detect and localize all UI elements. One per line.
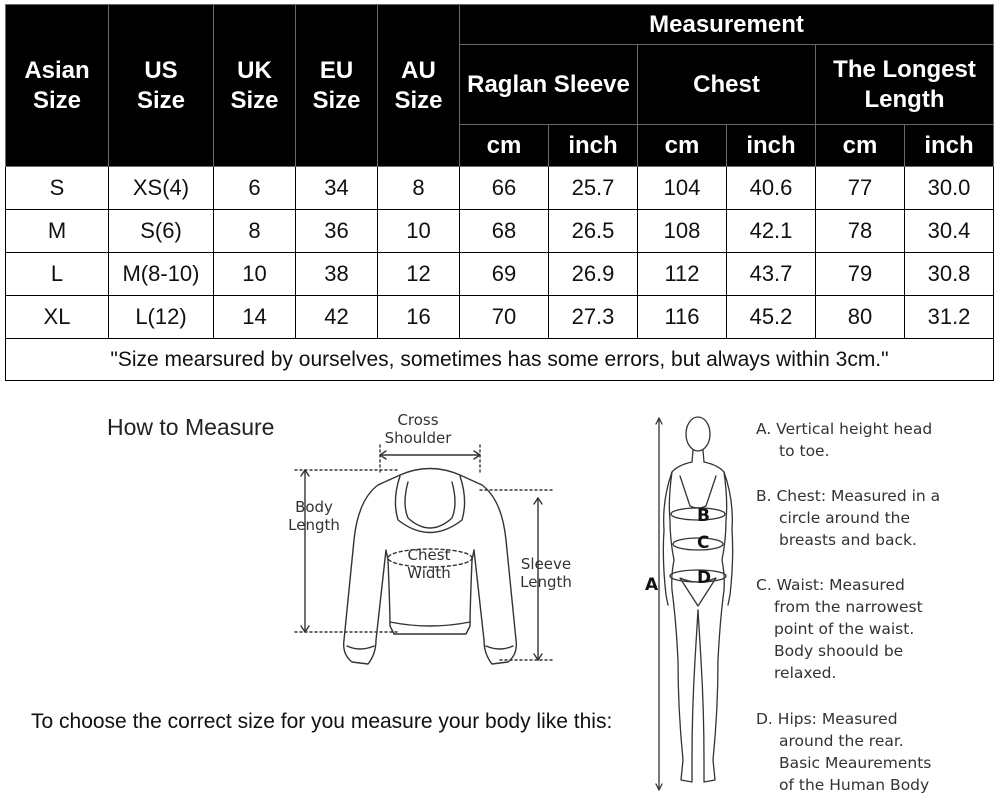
table-cell: 8 — [378, 167, 460, 210]
header-asian-size: Asian Size — [6, 5, 109, 167]
unit-inch: inch — [727, 125, 816, 167]
table-cell: 36 — [296, 210, 378, 253]
body-marker-a: A — [645, 575, 659, 595]
size-note: "Size mearsured by ourselves, sometimes has some errors, but always within 3cm." — [6, 339, 994, 381]
table-cell: M(8-10) — [109, 253, 214, 296]
body-marker-b: B — [697, 506, 710, 526]
header-uk-size: UK Size — [214, 5, 296, 167]
table-cell: XS(4) — [109, 167, 214, 210]
body-length-label: Body Length — [288, 498, 340, 534]
legend-height: A. Vertical height head to toe. — [756, 420, 933, 460]
unit-cm: cm — [638, 125, 727, 167]
choose-size-instruction: To choose the correct size for you measure your body like this: — [31, 710, 613, 733]
legend-chest: B. Chest: Measured in a circle around the breasts and back. — [756, 487, 941, 549]
table-cell: 14 — [214, 296, 296, 339]
table-cell: 112 — [638, 253, 727, 296]
table-cell: 26.9 — [549, 253, 638, 296]
table-cell: 77 — [816, 167, 905, 210]
table-cell: 40.6 — [727, 167, 816, 210]
table-cell: L — [6, 253, 109, 296]
table-cell: 78 — [816, 210, 905, 253]
table-cell: 8 — [214, 210, 296, 253]
table-row — [6, 167, 994, 210]
table-cell: 79 — [816, 253, 905, 296]
table-cell: 16 — [378, 296, 460, 339]
table-cell: 30.0 — [905, 167, 994, 210]
table-cell: 42.1 — [727, 210, 816, 253]
unit-inch: inch — [549, 125, 638, 167]
sleeve-length-label: Sleeve Length — [520, 555, 572, 591]
header-us-size: US Size — [109, 5, 214, 167]
header-eu-size: EU Size — [296, 5, 378, 167]
header-au-size: AU Size — [378, 5, 460, 167]
table-cell: 31.2 — [905, 296, 994, 339]
table-cell: 38 — [296, 253, 378, 296]
table-cell: 108 — [638, 210, 727, 253]
chest-width-label: Chest Width — [407, 546, 451, 582]
table-row — [6, 296, 994, 339]
table-cell: 116 — [638, 296, 727, 339]
table-row — [6, 210, 994, 253]
human-body-diagram — [648, 410, 748, 800]
cross-shoulder-label: Cross Shoulder — [384, 411, 452, 447]
header-raglan-sleeve: Raglan Sleeve — [460, 45, 638, 125]
table-cell: 66 — [460, 167, 549, 210]
table-cell: 10 — [378, 210, 460, 253]
table-cell: S — [6, 167, 109, 210]
table-cell: 68 — [460, 210, 549, 253]
size-chart-table — [5, 4, 994, 381]
table-cell: 10 — [214, 253, 296, 296]
body-marker-d: D — [697, 568, 712, 588]
table-cell: 6 — [214, 167, 296, 210]
table-cell: S(6) — [109, 210, 214, 253]
header-measurement: Measurement — [460, 5, 994, 45]
table-cell: 30.8 — [905, 253, 994, 296]
unit-cm: cm — [816, 125, 905, 167]
table-cell: 27.3 — [549, 296, 638, 339]
legend-hips: D. Hips: Measured around the rear. Basic Meaurements of the Human Body — [756, 710, 932, 794]
unit-cm: cm — [460, 125, 549, 167]
table-cell: 69 — [460, 253, 549, 296]
table-cell: 45.2 — [727, 296, 816, 339]
table-cell: 70 — [460, 296, 549, 339]
table-cell: XL — [6, 296, 109, 339]
header-longest-length: The Longest Length — [816, 45, 994, 125]
table-cell: 26.5 — [549, 210, 638, 253]
table-cell: 30.4 — [905, 210, 994, 253]
table-cell: 80 — [816, 296, 905, 339]
table-cell: 12 — [378, 253, 460, 296]
unit-inch: inch — [905, 125, 994, 167]
legend-waist: C. Waist: Measured from the narrowest point of the waist. Body shoould be relaxed. — [756, 576, 923, 682]
table-row — [6, 253, 994, 296]
table-cell: 25.7 — [549, 167, 638, 210]
table-cell: 42 — [296, 296, 378, 339]
table-cell: L(12) — [109, 296, 214, 339]
table-cell: M — [6, 210, 109, 253]
header-chest: Chest — [638, 45, 816, 125]
table-cell: 104 — [638, 167, 727, 210]
table-cell: 34 — [296, 167, 378, 210]
body-marker-c: C — [697, 533, 710, 553]
how-to-measure-title: How to Measure — [107, 414, 275, 440]
table-cell: 43.7 — [727, 253, 816, 296]
